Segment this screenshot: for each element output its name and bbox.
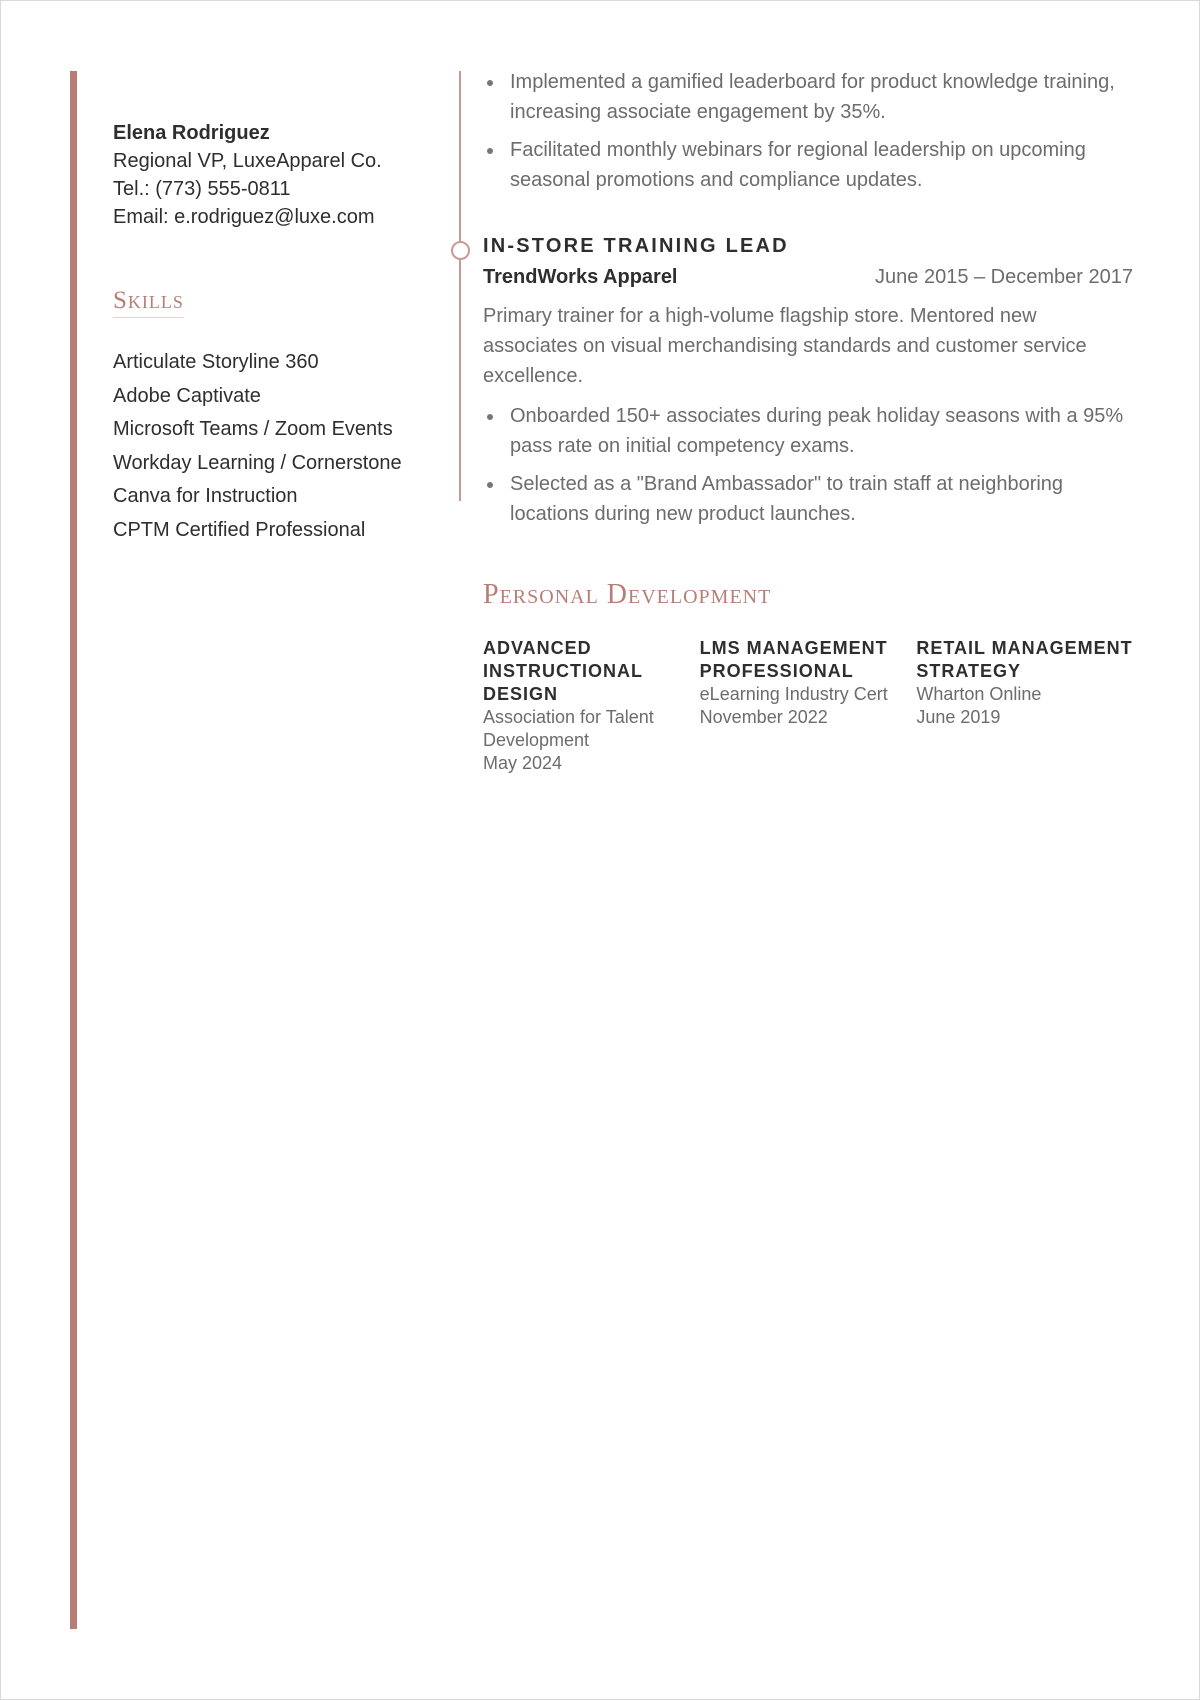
development-date: June 2019 (916, 707, 1001, 727)
contact-title: Regional VP, LuxeApparel Co. (113, 150, 382, 172)
bullet-item: Onboarded 150+ associates during peak holiday seasons with a 95% pass rate on initial competency exams. (483, 401, 1133, 461)
bullet-item: Facilitated monthly webinars for regional leadership on upcoming seasonal promotions and compliance updates. (483, 135, 1133, 195)
previous-job-bullets (483, 67, 1133, 195)
skill-item: Articulate Storyline 360 (113, 351, 319, 373)
development-org: eLearning Industry Cert (699, 684, 888, 704)
right-column (483, 67, 1133, 775)
skill-item: Microsoft Teams / Zoom Events (113, 418, 393, 440)
bullet-item: Selected as a "Brand Ambassador" to train staff at neighboring locations during new product launches. (483, 469, 1133, 529)
left-column (113, 119, 433, 547)
accent-bar (70, 71, 77, 1629)
development-name: ADVANCED INSTRUCTIONAL DESIGN (483, 638, 643, 704)
skill-item: CPTM Certified Professional (113, 518, 366, 541)
development-date: May 2024 (483, 753, 563, 773)
development-org: Association for Talent Development (483, 707, 654, 750)
contact-block (113, 119, 433, 231)
personal-development-heading: Personal Development (483, 579, 772, 610)
development-item (916, 637, 1133, 775)
skills-heading: Skills (113, 287, 184, 318)
development-item (700, 637, 917, 775)
development-org: Wharton Online (916, 684, 1042, 704)
development-date: November 2022 (699, 707, 828, 727)
skill-item: Canva for Instruction (113, 485, 298, 507)
personal-development-grid (483, 637, 1133, 775)
contact-name: Elena Rodriguez (113, 122, 270, 144)
job-meta-row (483, 266, 1133, 289)
development-item (483, 637, 700, 775)
development-name: RETAIL MANAGEMENT STRATEGY (916, 638, 1133, 681)
skills-list (113, 346, 433, 547)
timeline-dot (451, 241, 470, 260)
contact-phone: Tel.: (773) 555-0811 (113, 178, 291, 200)
contact-email: Email: e.rodriguez@luxe.com (113, 206, 375, 228)
skill-item: Adobe Captivate (113, 384, 261, 407)
job-dates: June 2015 – December 2017 (875, 266, 1133, 288)
skill-item: Workday Learning / Cornerstone (113, 451, 402, 474)
timeline-line (459, 71, 461, 501)
job-company: TrendWorks Apparel (483, 266, 678, 288)
bullet-item: Implemented a gamified leaderboard for product knowledge training, increasing associate engagement by 35%. (483, 67, 1133, 127)
job-description: Primary trainer for a high-volume flagship store. Mentored new associates on visual merchandising standards and customer service excellence. (483, 305, 1087, 387)
development-name: LMS MANAGEMENT PROFESSIONAL (699, 638, 888, 681)
job-title: IN-STORE TRAINING LEAD (483, 235, 789, 257)
job-bullets (483, 401, 1133, 529)
